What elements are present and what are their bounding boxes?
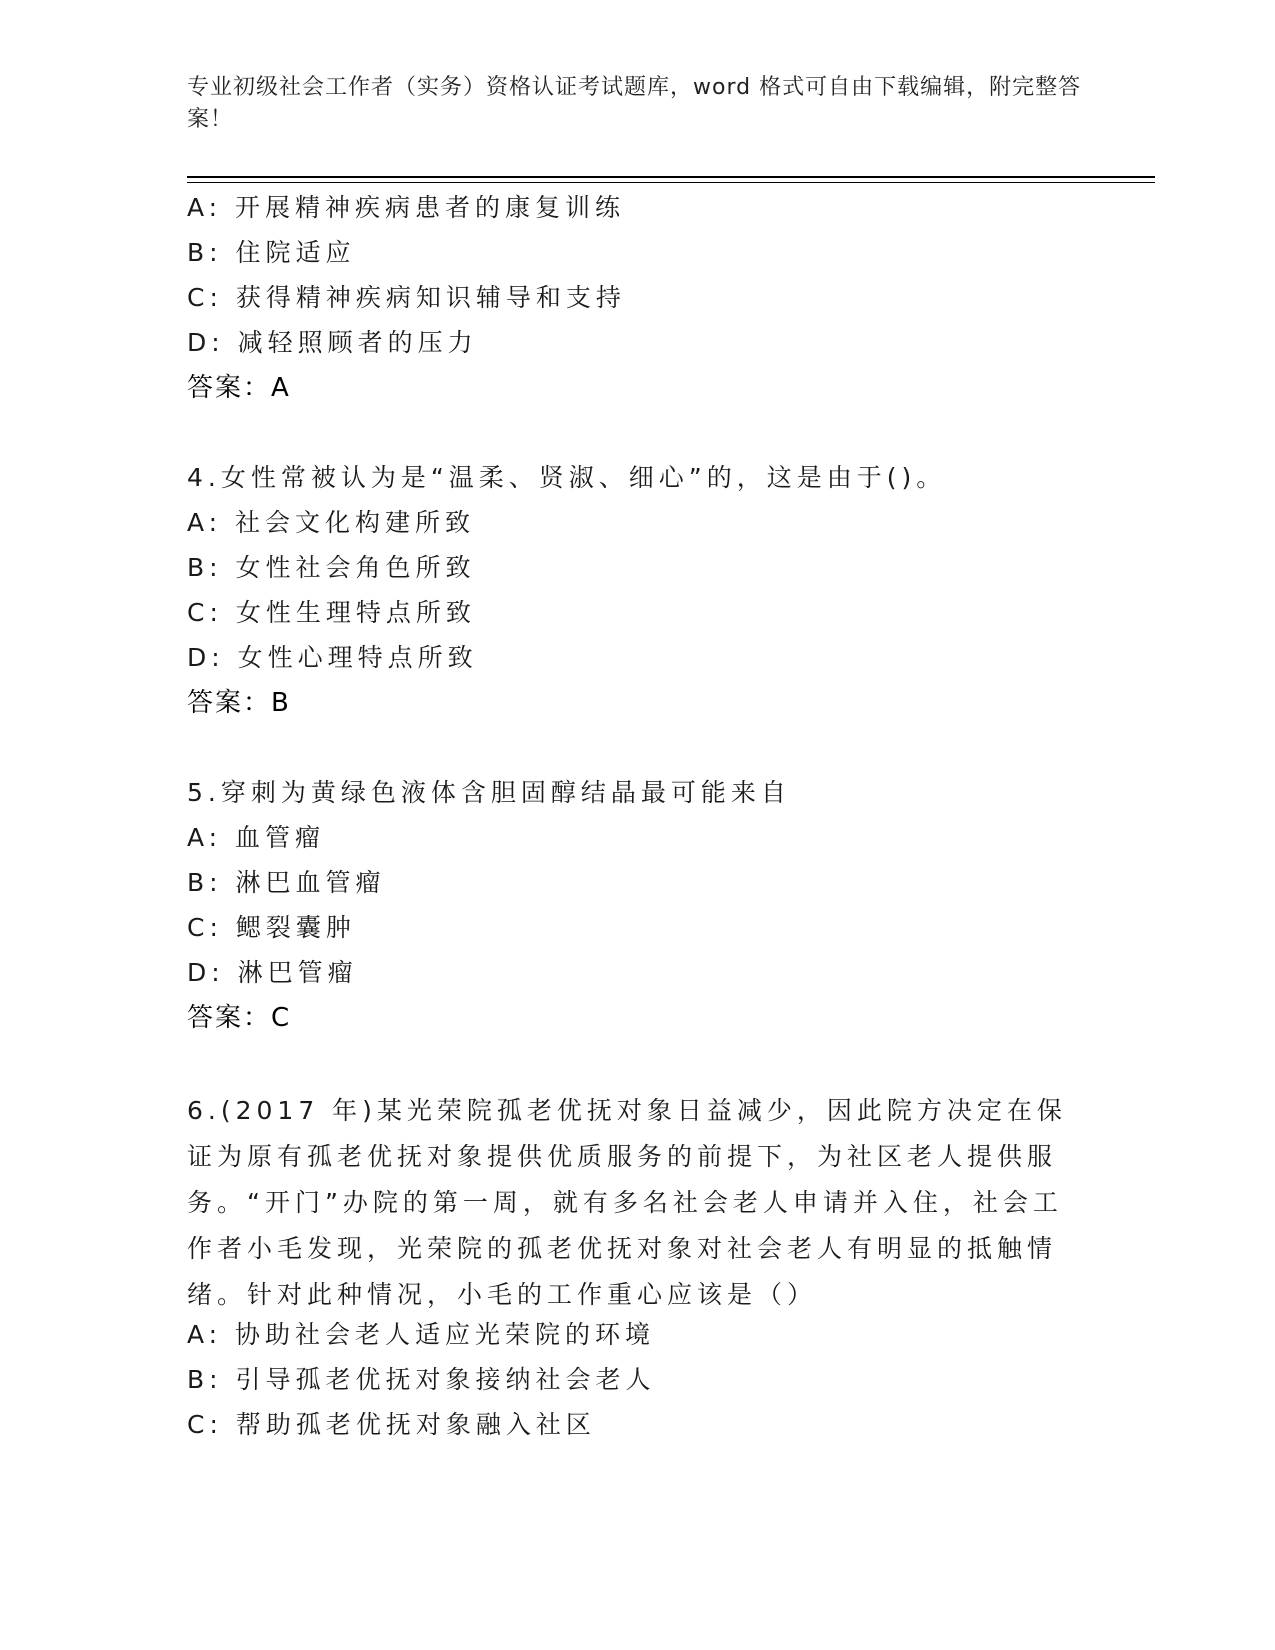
header-divider-thin xyxy=(187,182,1155,183)
document-header: 专业初级社会工作者（实务）资格认证考试题库，word 格式可自由下载编辑，附完整答案！ xyxy=(187,75,1082,132)
q5-stem: 5.穿刺为黄绿色液体含胆固醇结晶最可能来自 xyxy=(187,778,791,807)
q5-option-b: B: 淋巴血管瘤 xyxy=(187,868,386,897)
q3-option-d: D: 减轻照顾者的压力 xyxy=(187,328,478,357)
q6-stem: 6.(2017 年)某光荣院孤老优抚对象日益减少，因此院方决定在保证为原有孤老优抚对象提供优质服务的前提下，为社区老人提供服务。“开门”办院的第一周，就有多名社会老人申请并入住，社会工作者小毛发现，光荣院的孤老优抚对象对社会老人有明显的抵触情绪。针对此种情况，小毛的工作重心应该是（） xyxy=(187,1096,1067,1309)
q5-answer: 答案：C xyxy=(187,1003,292,1033)
q5-option-a: A: 血管瘤 xyxy=(187,823,326,852)
q3-option-c: C: 获得精神疾病知识辅导和支持 xyxy=(187,283,626,312)
q6-option-b: B: 引导孤老优抚对象接纳社会老人 xyxy=(187,1365,656,1394)
q4-option-a: A: 社会文化构建所致 xyxy=(187,508,476,537)
q4-option-b: B: 女性社会角色所致 xyxy=(187,553,476,582)
q3-option-a: A: 开展精神疾病患者的康复训练 xyxy=(187,193,626,222)
q3-option-b: B: 住院适应 xyxy=(187,238,356,267)
q4-answer: 答案：B xyxy=(187,688,291,718)
q5-option-d: D: 淋巴管瘤 xyxy=(187,958,358,987)
q6-option-a: A: 协助社会老人适应光荣院的环境 xyxy=(187,1320,656,1349)
q6-option-c: C: 帮助孤老优抚对象融入社区 xyxy=(187,1410,596,1439)
q4-stem: 4.女性常被认为是“温柔、贤淑、细心”的，这是由于()。 xyxy=(187,463,947,492)
q4-option-d: D: 女性心理特点所致 xyxy=(187,643,478,672)
q3-answer: 答案：A xyxy=(187,373,291,403)
q5-option-c: C: 鳃裂囊肿 xyxy=(187,913,356,942)
header-divider xyxy=(187,176,1155,178)
q4-option-c: C: 女性生理特点所致 xyxy=(187,598,476,627)
